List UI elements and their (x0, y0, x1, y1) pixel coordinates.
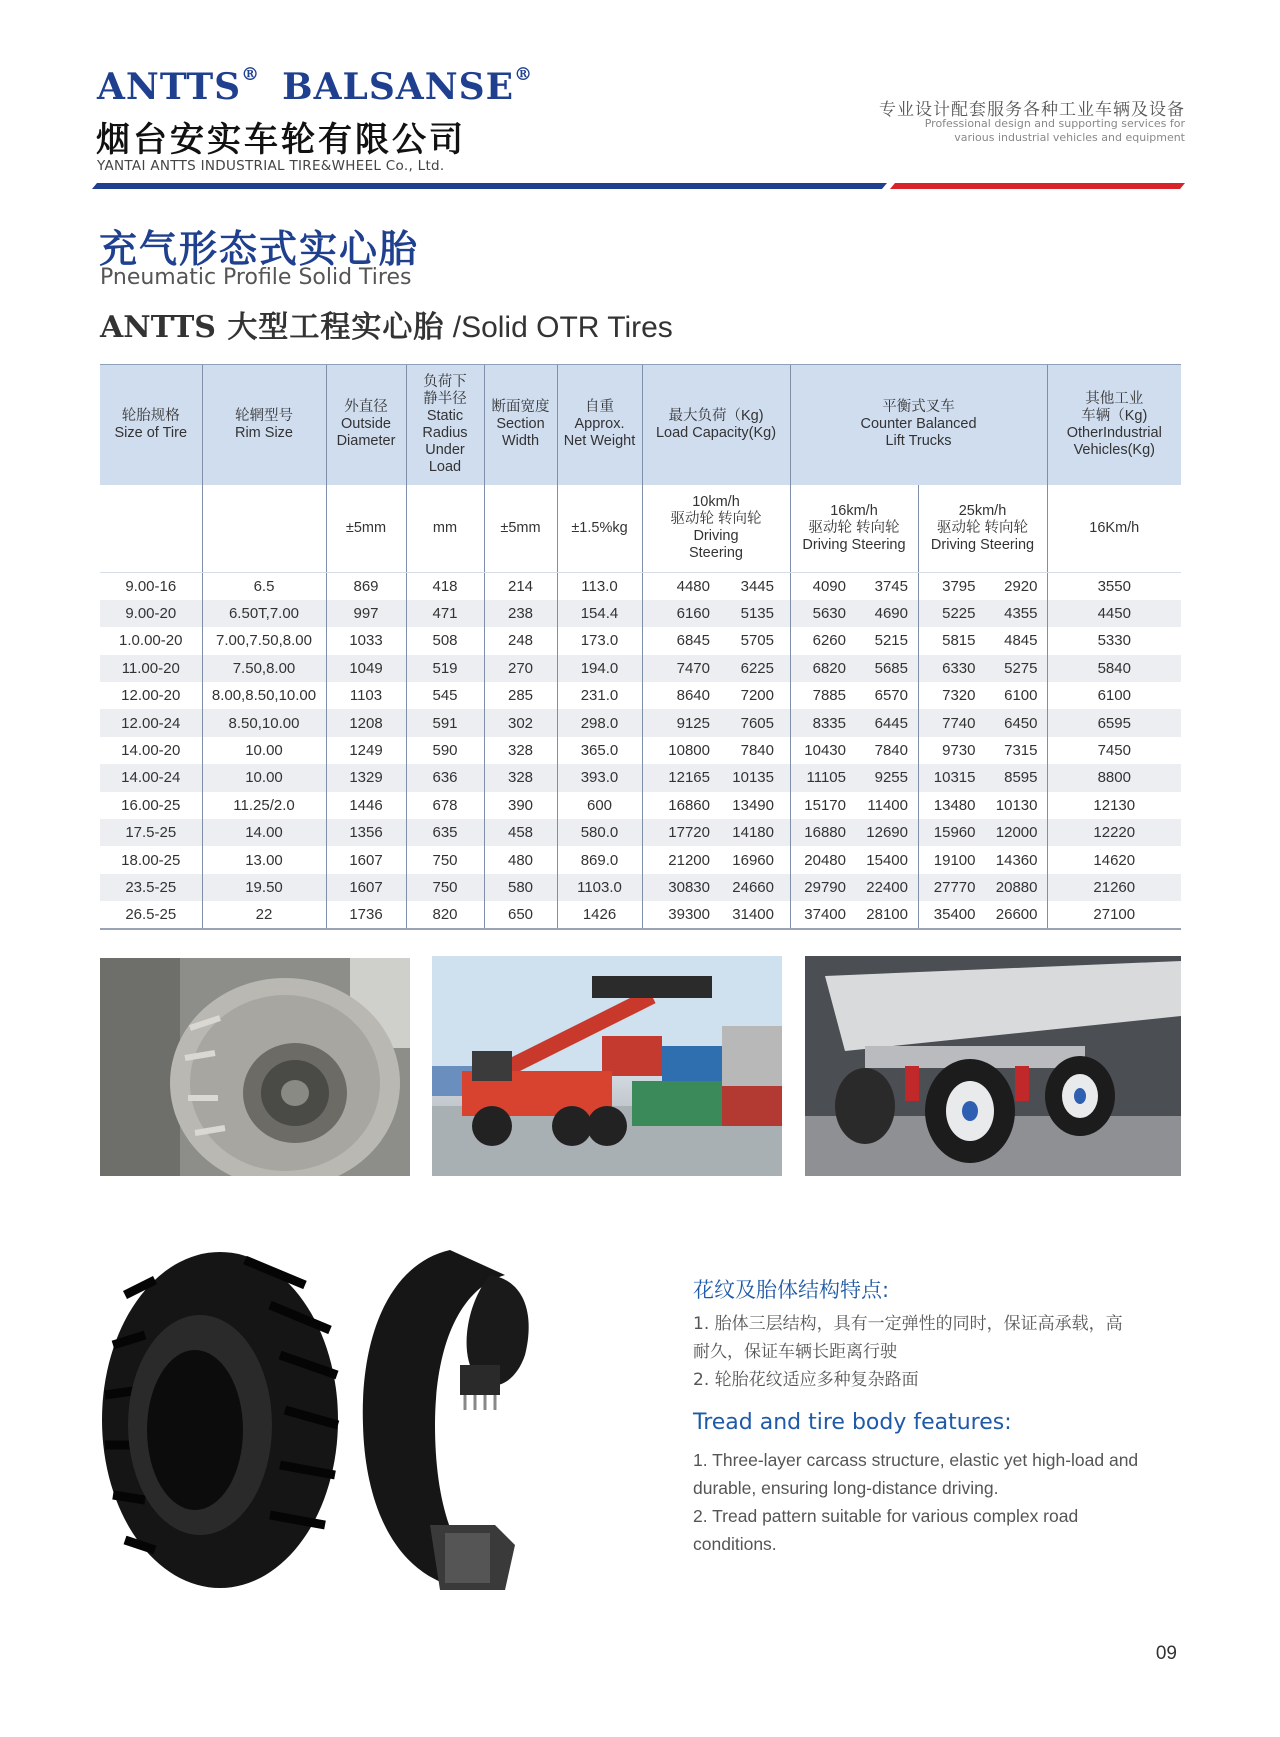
column-header: 断面宽度 Section Width (484, 365, 557, 485)
load-pair-cell (918, 737, 1047, 764)
company-name-en: YANTAI ANTTS INDUSTRIAL TIRE&WHEEL Co., Ltd. (97, 158, 445, 174)
driving-load-value: 29790 (804, 878, 846, 896)
unit-cell: ±1.5%kg (557, 485, 642, 573)
table-cell: 298.0 (557, 709, 642, 736)
column-header: 自重 Approx. Net Weight (557, 365, 642, 485)
steering-load-value: 3745 (874, 577, 908, 595)
table-cell: 14620 (1047, 846, 1181, 873)
steering-load-value: 28100 (866, 905, 908, 923)
load-pair-cell (642, 819, 790, 846)
driving-load-value: 7470 (676, 659, 710, 677)
table-row (100, 846, 1181, 873)
table-cell: 1446 (326, 792, 406, 819)
load-pair-cell (918, 573, 1047, 600)
driving-load-value: 6160 (676, 605, 710, 623)
table-cell: 12130 (1047, 792, 1181, 819)
tire-spec-table (100, 364, 1181, 930)
table-cell: 545 (406, 682, 484, 709)
table-cell: 7.50,8.00 (202, 655, 326, 682)
table-row (100, 901, 1181, 928)
table-cell: 238 (484, 600, 557, 627)
load-pair-cell (790, 682, 918, 709)
table-cell: 1329 (326, 764, 406, 791)
driving-load-value: 11105 (806, 769, 846, 787)
table-cell: 580 (484, 874, 557, 901)
features-list-cn (693, 1310, 1133, 1394)
table-cell: 1736 (326, 901, 406, 928)
table-cell: 12220 (1047, 819, 1181, 846)
table-cell: 6100 (1047, 682, 1181, 709)
load-pair-cell (918, 600, 1047, 627)
driving-load-value: 3795 (942, 577, 976, 595)
table-cell: 248 (484, 627, 557, 654)
steering-load-value: 10130 (995, 796, 1038, 814)
steering-load-value: 6570 (874, 687, 908, 705)
unit-cell: ±5mm (326, 485, 406, 573)
table-cell: 12.00-20 (121, 687, 181, 705)
steering-load-value: 13490 (732, 796, 774, 814)
steering-load-value: 5275 (1004, 659, 1038, 677)
table-row (100, 682, 1181, 709)
tire-product-illustration (95, 1235, 565, 1595)
table-cell: 1208 (326, 709, 406, 736)
table-cell: 9.00-16 (125, 577, 177, 595)
column-header: 其他工业 车辆（Kg) OtherIndustrial Vehicles(Kg) (1047, 365, 1181, 485)
load-pair-cell (642, 709, 790, 736)
steering-load-value: 5215 (874, 632, 908, 650)
load-pair-cell (790, 600, 918, 627)
table-cell: 285 (484, 682, 557, 709)
table-cell: 14.00-20 (121, 742, 181, 760)
table-cell: 508 (406, 627, 484, 654)
steering-load-value: 6445 (874, 714, 908, 732)
driving-load-value: 15960 (933, 824, 976, 842)
driving-load-value: 7885 (812, 687, 846, 705)
subtitle-en: /Solid OTR Tires (444, 311, 673, 344)
driving-load-value: 35400 (933, 905, 976, 923)
table-cell: 1607 (326, 874, 406, 901)
unit-cell: 16Km/h (1047, 485, 1181, 573)
steering-load-value: 20880 (995, 878, 1038, 896)
photo-reach-stacker (432, 956, 782, 1176)
table-cell: 4450 (1047, 600, 1181, 627)
table-cell: 750 (406, 874, 484, 901)
table-cell: 173.0 (557, 627, 642, 654)
driving-load-value: 19100 (933, 851, 976, 869)
driving-load-value: 16880 (804, 824, 846, 842)
driving-load-value: 9125 (676, 714, 710, 732)
driving-load-value: 30830 (668, 878, 710, 896)
table-cell: 869.0 (557, 846, 642, 873)
steering-load-value: 4690 (874, 605, 908, 623)
steering-load-value: 6450 (1004, 714, 1038, 732)
load-pair-cell (790, 874, 918, 901)
table-cell: 7450 (1047, 737, 1181, 764)
steering-load-value: 7315 (1004, 742, 1038, 760)
table-cell: 820 (406, 901, 484, 928)
table-row (100, 764, 1181, 791)
driving-load-value: 20480 (804, 851, 846, 869)
unit-cell: mm (406, 485, 484, 573)
load-pair-cell (642, 846, 790, 873)
table-row (100, 709, 1181, 736)
load-pair-cell (918, 901, 1047, 928)
driving-load-value: 4480 (676, 577, 710, 595)
load-pair-cell (642, 682, 790, 709)
table-cell: 154.4 (557, 600, 642, 627)
transporter-illustration (805, 956, 1181, 1176)
driving-load-value: 12165 (668, 769, 710, 787)
brand-antts: ANTTS (97, 66, 242, 108)
load-pair-cell (918, 709, 1047, 736)
load-pair-cell (790, 901, 918, 928)
steering-load-value: 6100 (1004, 687, 1038, 705)
column-header: 轮胎规格 Size of Tire (100, 365, 202, 485)
load-pair-cell (790, 819, 918, 846)
table-cell: 21260 (1047, 874, 1181, 901)
page-number: 09 (1155, 1643, 1177, 1664)
photo-worn-tire-closeup (100, 958, 410, 1176)
table-row (100, 792, 1181, 819)
steering-load-value: 14360 (995, 851, 1038, 869)
load-pair-cell (642, 655, 790, 682)
table-cell: 8.00,8.50,10.00 (202, 682, 326, 709)
company-name-cn: 烟台安实车轮有限公司 (96, 120, 466, 160)
load-pair-cell (642, 874, 790, 901)
page-title-en: Pneumatic Profile Solid Tires (100, 265, 412, 290)
driving-load-value: 10315 (933, 769, 976, 787)
features-title-en: Tread and tire body features: (693, 1410, 1012, 1435)
table-cell: 214 (484, 573, 557, 600)
reach-stacker-illustration (432, 956, 782, 1176)
table-cell: 1103 (326, 682, 406, 709)
load-pair-cell (642, 627, 790, 654)
load-pair-cell (918, 655, 1047, 682)
load-pair-cell (790, 764, 918, 791)
driving-load-value: 6330 (942, 659, 976, 677)
driving-load-value: 8335 (812, 714, 846, 732)
steering-load-value: 22400 (866, 878, 908, 896)
table-cell: 11.00-20 (100, 655, 202, 682)
table-cell: 1.0.00-20 (119, 632, 183, 650)
table-cell: 635 (406, 819, 484, 846)
load-pair-cell (642, 901, 790, 928)
load-pair-cell (918, 682, 1047, 709)
table-cell: 1426 (557, 901, 642, 928)
column-header: 平衡式叉车 Counter Balanced Lift Trucks (790, 365, 1047, 485)
steering-load-value: 7605 (740, 714, 774, 732)
worn-tire-illustration (100, 958, 410, 1176)
table-cell: 591 (406, 709, 484, 736)
driving-load-value: 6820 (812, 659, 846, 677)
table-row (100, 627, 1181, 654)
steering-load-value: 15400 (866, 851, 908, 869)
steering-load-value: 7200 (740, 687, 774, 705)
table-cell: 9.00-20 (100, 600, 202, 627)
table-row (100, 874, 1181, 901)
table-cell: 1103.0 (557, 874, 642, 901)
steering-load-value: 2920 (1004, 577, 1038, 595)
table-header-row (100, 365, 1181, 485)
steering-load-value: 7840 (740, 742, 774, 760)
steering-load-value: 5135 (740, 605, 774, 623)
table-row (100, 819, 1181, 846)
table-cell: 636 (406, 764, 484, 791)
feature-en-item: 2. Tread pattern suitable for various complex road conditions. (693, 1506, 1079, 1554)
table-cell: 328 (484, 737, 557, 764)
unit-cell (100, 485, 202, 573)
page-title-cn: 充气形态式实心胎 (99, 227, 420, 271)
table-cell: 17.5-25 (100, 819, 202, 846)
driving-load-value: 6845 (676, 632, 710, 650)
steering-load-value: 12000 (995, 824, 1038, 842)
table-cell: 1249 (326, 737, 406, 764)
column-header: 最大负荷（Kg) Load Capacity(Kg) (642, 365, 790, 485)
steering-load-value: 3445 (740, 577, 774, 595)
table-cell: 418 (406, 573, 484, 600)
load-pair-cell (790, 792, 918, 819)
table-cell: 869 (326, 573, 406, 600)
steering-load-value: 24660 (732, 878, 774, 896)
load-pair-cell (642, 792, 790, 819)
driving-load-value: 13480 (933, 796, 976, 814)
unit-cell: 10km/h 驱动轮 转向轮 Driving Steering (642, 485, 790, 573)
steering-load-value: 16960 (732, 851, 774, 869)
table-cell: 14.00 (202, 819, 326, 846)
table-cell: 997 (326, 600, 406, 627)
load-pair-cell (790, 737, 918, 764)
driving-load-value: 5630 (812, 605, 846, 623)
subtitle-brand: ANTTS (100, 310, 216, 345)
table-cell: 678 (406, 792, 484, 819)
load-pair-cell (918, 819, 1047, 846)
table-cell: 6.5 (202, 573, 326, 600)
features-title-cn: 花纹及胎体结构特点: (693, 1278, 890, 1302)
feature-en-item: 1. Three-layer carcass structure, elastic yet high-load and durable, ensuring long-distance driving. (693, 1450, 1139, 1498)
load-pair-cell (918, 627, 1047, 654)
table-row (100, 655, 1181, 682)
load-pair-cell (790, 709, 918, 736)
driving-load-value: 10430 (804, 742, 846, 760)
tagline-en (885, 117, 1185, 145)
load-pair-cell (918, 764, 1047, 791)
load-pair-cell (918, 846, 1047, 873)
table-cell: 5330 (1047, 627, 1181, 654)
tagline-en-line2: various industrial vehicles and equipment (954, 131, 1185, 144)
load-pair-cell (918, 874, 1047, 901)
load-pair-cell (642, 573, 790, 600)
table-cell: 600 (557, 792, 642, 819)
column-header: 轮辋型号 Rim Size (202, 365, 326, 485)
table-cell: 14.00-24 (100, 764, 202, 791)
table-cell: 302 (484, 709, 557, 736)
load-pair-cell (790, 655, 918, 682)
table-cell: 7.00,7.50,8.00 (202, 627, 326, 654)
brand-balsanse: BALSANSE (282, 66, 515, 108)
steering-load-value: 10135 (732, 769, 774, 787)
steering-load-value: 14180 (732, 824, 774, 842)
driving-load-value: 10800 (668, 742, 710, 760)
feature-cn-item: 1. 胎体三层结构，具有一定弹性的同时，保证高承载，高耐久，保证车辆长距离行驶 (693, 1314, 1123, 1362)
driving-load-value: 5225 (942, 605, 976, 623)
table-cell: 194.0 (557, 655, 642, 682)
table-cell: 23.5-25 (100, 874, 202, 901)
column-header: 外直径 Outside Diameter (326, 365, 406, 485)
table-cell: 471 (406, 600, 484, 627)
driving-load-value: 27770 (933, 878, 976, 896)
table-cell: 750 (406, 846, 484, 873)
table-cell: 8800 (1047, 764, 1181, 791)
table-cell: 390 (484, 792, 557, 819)
table-cell: 1356 (326, 819, 406, 846)
table-cell: 328 (484, 764, 557, 791)
table-cell: 8.50,10.00 (202, 709, 326, 736)
steering-load-value: 6225 (740, 659, 774, 677)
table-cell: 6595 (1047, 709, 1181, 736)
driving-load-value: 39300 (668, 905, 710, 923)
driving-load-value: 16860 (668, 796, 710, 814)
table-cell: 1049 (326, 655, 406, 682)
section-subtitle (100, 302, 673, 346)
driving-load-value: 6260 (812, 632, 846, 650)
load-pair-cell (790, 627, 918, 654)
table-cell: 580.0 (557, 819, 642, 846)
table-row (100, 737, 1181, 764)
header-rule-blue (92, 183, 887, 189)
table-cell: 10.00 (202, 764, 326, 791)
table-cell: 270 (484, 655, 557, 682)
table-cell: 13.00 (202, 846, 326, 873)
table-cell: 3550 (1047, 573, 1181, 600)
table-cell: 113.0 (557, 573, 642, 600)
driving-load-value: 7320 (942, 687, 976, 705)
table-cell: 458 (484, 819, 557, 846)
driving-load-value: 5815 (942, 632, 976, 650)
driving-load-value: 9730 (942, 742, 976, 760)
photo-heavy-transporter (805, 956, 1181, 1176)
driving-load-value: 37400 (804, 905, 846, 923)
table-cell: 590 (406, 737, 484, 764)
tagline-en-line1: Professional design and supporting services for (924, 117, 1185, 130)
table-cell: 650 (484, 901, 557, 928)
table-cell: 231.0 (557, 682, 642, 709)
table-cell: 12.00-24 (100, 709, 202, 736)
table-cell: 11.25/2.0 (202, 792, 326, 819)
steering-load-value: 11400 (867, 796, 908, 814)
brand-logo (97, 66, 533, 108)
table-cell: 6.50T,7.00 (202, 600, 326, 627)
table-cell: 19.50 (202, 874, 326, 901)
header-rule-red (890, 183, 1185, 189)
load-pair-cell (790, 846, 918, 873)
table-cell: 26.5-25 (100, 901, 202, 928)
driving-load-value: 17720 (668, 824, 710, 842)
load-pair-cell (918, 792, 1047, 819)
tagline-cn: 专业设计配套服务各种工业车辆及设备 (879, 100, 1185, 120)
steering-load-value: 12690 (866, 824, 908, 842)
steering-load-value: 31400 (732, 905, 774, 923)
features-list-en (693, 1446, 1143, 1558)
steering-load-value: 4355 (1004, 605, 1038, 623)
subtitle-cn: 大型工程实心胎 (215, 310, 445, 345)
table-cell: 519 (406, 655, 484, 682)
unit-cell: 25km/h 驱动轮 转向轮 Driving Steering (918, 485, 1047, 573)
steering-load-value: 4845 (1004, 632, 1038, 650)
load-pair-cell (642, 600, 790, 627)
table-units-row (100, 485, 1181, 573)
unit-cell: ±5mm (484, 485, 557, 573)
unit-cell (202, 485, 326, 573)
steering-load-value: 26600 (995, 905, 1038, 923)
table-row (100, 600, 1181, 627)
driving-load-value: 15170 (804, 796, 846, 814)
driving-load-value: 4090 (812, 577, 846, 595)
load-pair-cell (642, 737, 790, 764)
steering-load-value: 7840 (874, 742, 908, 760)
driving-load-value: 7740 (942, 714, 976, 732)
table-cell: 393.0 (557, 764, 642, 791)
table-cell: 365.0 (557, 737, 642, 764)
registered-mark: ® (241, 64, 261, 85)
table-cell: 18.00-25 (121, 851, 181, 869)
table-cell: 22 (202, 901, 326, 928)
registered-mark: ® (514, 64, 534, 85)
steering-load-value: 5705 (740, 632, 774, 650)
steering-load-value: 9255 (874, 769, 908, 787)
table-cell: 5840 (1047, 655, 1181, 682)
steering-load-value: 8595 (1004, 769, 1038, 787)
table-cell: 480 (484, 846, 557, 873)
driving-load-value: 21200 (668, 851, 710, 869)
table-row (100, 573, 1181, 600)
load-pair-cell (790, 573, 918, 600)
column-header: 负荷下 静半径 Static Radius Under Load (406, 365, 484, 485)
driving-load-value: 8640 (676, 687, 710, 705)
table-cell: 16.00-25 (121, 796, 181, 814)
table-cell: 10.00 (202, 737, 326, 764)
table-cell: 1033 (326, 627, 406, 654)
feature-cn-item: 2. 轮胎花纹适应多种复杂路面 (693, 1370, 919, 1390)
unit-cell: 16km/h 驱动轮 转向轮 Driving Steering (790, 485, 918, 573)
steering-load-value: 5685 (874, 659, 908, 677)
table-cell: 27100 (1047, 901, 1181, 928)
load-pair-cell (642, 764, 790, 791)
table-cell: 1607 (326, 846, 406, 873)
